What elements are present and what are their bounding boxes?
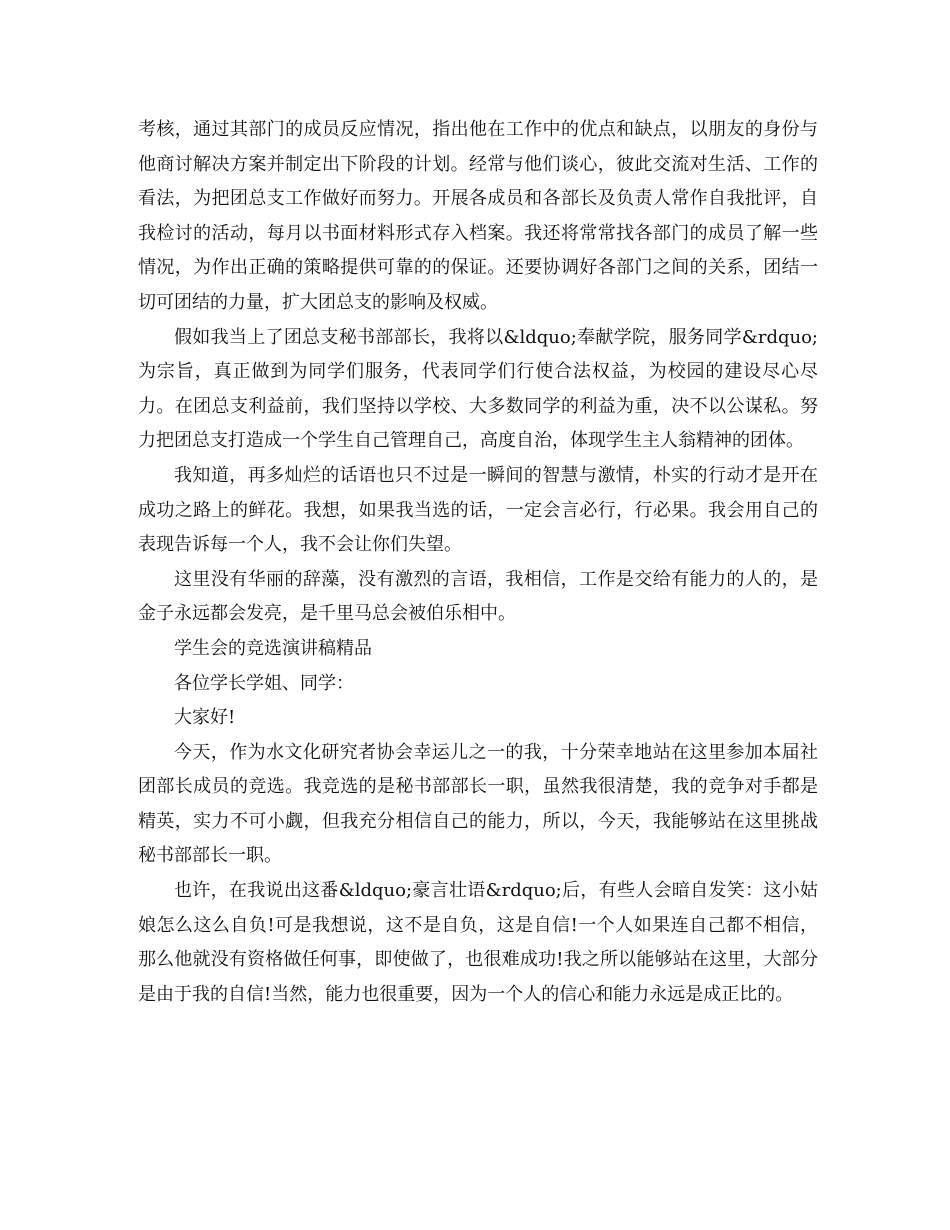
paragraph-3: 我知道，再多灿烂的话语也只不过是一瞬间的智慧与激情，朴实的行动才是开在成功之路上的鲜花。我想，如果我当选的话，一定会言必行，行必果。我会用自己的表现告诉每一个人，我不会让你们失望。	[138, 464, 818, 556]
greeting: 大家好!	[174, 707, 236, 729]
paragraph-2: 假如我当上了团总支秘书部部长，我将以&ldquo;奉献学院，服务同学&rdquo;为宗旨，真正做到为同学们服务，代表同学们行使合法权益，为校园的建设尽心尽力。在团总支利益前，我们坚持以学校、大多数同学的利益为重，决不以公谋私。努力把团总支打造成一个学生自己管理自己，高度自治，体现学生主人翁精神的团体。	[138, 326, 818, 452]
paragraph-4: 这里没有华丽的辞藻，没有激烈的言语，我相信，工作是交给有能力的人的，是金子永远都会发亮，是千里马总会被伯乐相中。	[138, 568, 818, 625]
document-page	[138, 113, 818, 1012]
salutation: 各位学长学姐、同学：	[174, 672, 354, 694]
paragraph-1: 考核，通过其部门的成员反应情况，指出他在工作中的优点和缺点，以朋友的身份与他商讨解决方案并制定出下阶段的计划。经常与他们谈心，彼此交流对生活、工作的看法，为把团总支工作做好而努力。开展各成员和各部长及负责人常作自我批评，自我检讨的活动，每月以书面材料形式存入档案。我还将常常找各部门的成员了解一些情况，为作出正确的策略提供可靠的的保证。还要协调好各部门之间的关系，团结一切可团结的力量，扩大团总支的影响及权威。	[138, 119, 818, 313]
paragraph-5: 今天，作为水文化研究者协会幸运儿之一的我，十分荣幸地站在这里参加本届社团部长成员的竞选。我竞选的是秘书部部长一职，虽然我很清楚，我的竞争对手都是精英，实力不可小觑，但我充分相信自己的能力，所以，今天，我能够站在这里挑战秘书部部长一职。	[138, 741, 818, 867]
section-title: 学生会的竞选演讲稿精品	[174, 637, 372, 659]
paragraph-6: 也许，在我说出这番&ldquo;豪言壮语&rdquo;后，有些人会暗自发笑：这小姑娘怎么这么自负!可是我想说，这不是自负，这是自信!一个人如果连自己都不相信，那么他就没有资格做任何事，即使做了，也很难成功!我之所以能够站在这里，大部分是由于我的自信!当然，能力也很重要，因为一个人的信心和能力永远是成正比的。	[138, 880, 818, 1005]
